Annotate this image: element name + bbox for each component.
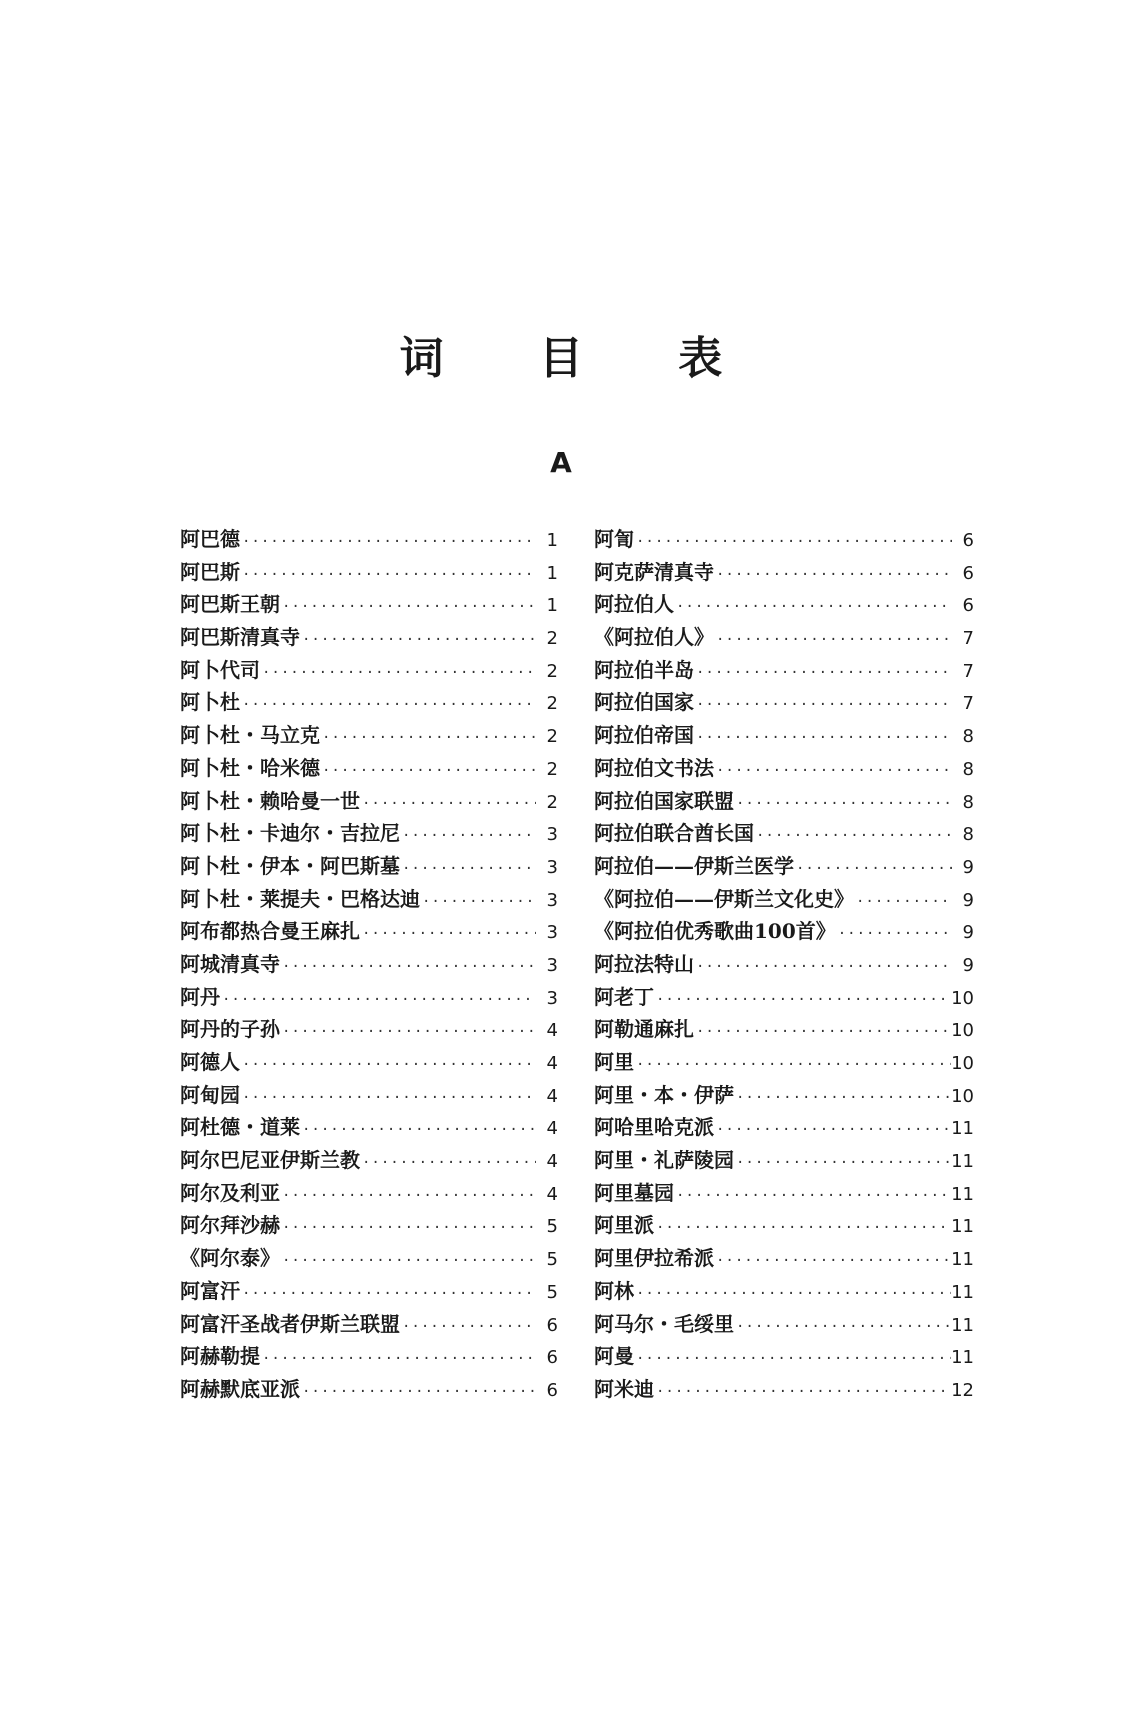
entry-term: 阿尔巴尼亚伊斯兰教 [180, 1148, 360, 1173]
entry-page-number: 2 [546, 693, 558, 715]
entry-page-number: 8 [962, 726, 974, 748]
dot-leader [854, 886, 952, 919]
entry-page-number: 1 [546, 530, 558, 551]
dot-leader [634, 1049, 951, 1082]
dot-leader [240, 1278, 536, 1311]
dot-leader [836, 918, 952, 951]
entry-term: 阿卜杜・莱提夫・巴格达迪 [180, 886, 420, 911]
index-entry [180, 523, 558, 556]
index-entry [594, 1177, 974, 1210]
entry-page-number: 11 [951, 1151, 974, 1173]
dot-leader [734, 1311, 951, 1344]
index-entry [594, 883, 974, 916]
dot-leader [694, 722, 952, 755]
entry-term: 阿杜德・道莱 [180, 1115, 300, 1140]
entry-term: 阿卜杜 [180, 690, 240, 715]
dot-leader [654, 984, 951, 1017]
entry-term: 阿卜杜・赖哈曼一世 [180, 788, 360, 813]
entry-page-number: 11 [951, 1183, 974, 1205]
entry-term: 阿巴斯清真寺 [180, 625, 300, 650]
entry-term: 阿拉伯——伊斯兰医学 [594, 853, 794, 878]
entry-term: 《阿尔泰》 [180, 1246, 280, 1271]
index-entry [594, 948, 974, 981]
index-entry [180, 1144, 558, 1177]
dot-leader [280, 951, 536, 984]
dot-leader [734, 1082, 951, 1115]
index-entry [594, 686, 974, 719]
dot-leader [300, 1114, 536, 1147]
dot-leader [654, 1212, 951, 1245]
index-entry [180, 1079, 558, 1112]
entry-term: 阿里派 [594, 1213, 654, 1238]
entry-page-number: 2 [546, 660, 558, 682]
dot-leader [634, 1278, 951, 1311]
dot-leader [754, 820, 952, 853]
index-entry [180, 915, 558, 948]
dot-leader [674, 1180, 951, 1213]
index-entry [180, 1340, 558, 1373]
entry-term: 《阿拉伯人》 [594, 625, 714, 650]
index-entry [180, 556, 558, 589]
entry-term: 阿卜杜・马立克 [180, 723, 320, 748]
dot-leader [320, 755, 536, 788]
dot-leader [420, 886, 536, 919]
entry-term: 阿拉伯文书法 [594, 755, 714, 780]
index-entry [180, 1308, 558, 1341]
entry-term: 阿里 [594, 1050, 634, 1074]
entry-page-number: 10 [951, 987, 974, 1009]
entry-page-number: 9 [962, 889, 974, 911]
dot-leader [280, 1016, 536, 1049]
index-entry [594, 817, 974, 850]
dot-leader [674, 591, 952, 624]
entry-term: 阿哈里哈克派 [594, 1115, 714, 1140]
index-entry [594, 1308, 974, 1341]
entry-page-number: 11 [951, 1314, 974, 1336]
entry-term: 阿拉伯半岛 [594, 657, 694, 682]
entry-term: 阿卜杜・伊本・阿巴斯墓 [180, 853, 400, 878]
entry-page-number: 8 [962, 758, 974, 780]
dot-leader [694, 1016, 951, 1049]
entry-term: 阿卜杜・哈米德 [180, 755, 320, 780]
dot-leader [280, 1245, 536, 1278]
dot-leader [400, 1311, 536, 1344]
index-entry [594, 752, 974, 785]
entry-page-number: 4 [546, 1151, 558, 1173]
entry-term: 阿巴斯王朝 [180, 592, 280, 617]
dot-leader [360, 1147, 536, 1180]
dot-leader [280, 1212, 536, 1245]
dot-leader [634, 1343, 951, 1376]
dot-leader [734, 1147, 951, 1180]
entry-page-number: 4 [546, 1020, 558, 1042]
index-entry [180, 1046, 558, 1079]
dot-leader [240, 526, 536, 559]
index-entry [594, 915, 974, 948]
dot-leader [634, 526, 952, 559]
dot-leader [220, 984, 536, 1017]
index-entry [594, 1340, 974, 1373]
index-entry [594, 523, 974, 556]
entry-term: 阿丹的子孙 [180, 1017, 280, 1042]
section-heading: A [550, 446, 572, 479]
entry-term: 阿曼 [594, 1344, 634, 1369]
dot-leader [240, 559, 536, 592]
entry-page-number: 3 [546, 856, 558, 878]
index-entry [180, 1177, 558, 1210]
entry-term: 阿拉伯国家联盟 [594, 788, 734, 813]
entry-term: 阿克萨清真寺 [594, 559, 714, 584]
dot-leader [714, 624, 952, 657]
index-entry [180, 1209, 558, 1242]
entry-term: 阿丹 [180, 984, 220, 1009]
dot-leader [300, 624, 536, 657]
entry-page-number: 11 [951, 1118, 974, 1140]
page-title: 词 目 表 [399, 333, 763, 385]
dot-leader [360, 788, 536, 821]
entry-term: 《阿拉伯——伊斯兰文化史》 [594, 886, 854, 911]
dot-leader [694, 657, 952, 690]
entry-term: 阿林 [594, 1278, 634, 1303]
entry-term: 阿巴斯 [180, 559, 240, 584]
entry-page-number: 4 [546, 1053, 558, 1074]
dot-leader [714, 755, 952, 788]
dot-leader [714, 559, 952, 592]
entry-page-number: 3 [546, 954, 558, 976]
entry-page-number: 9 [962, 922, 974, 944]
dot-leader [694, 951, 952, 984]
dot-leader [260, 1343, 536, 1376]
index-entry [180, 850, 558, 883]
index-entry [180, 719, 558, 752]
index-entry [180, 948, 558, 981]
entry-page-number: 9 [962, 856, 974, 878]
entry-page-number: 6 [962, 530, 974, 551]
entry-term: 阿里・礼萨陵园 [594, 1148, 734, 1173]
dot-leader [694, 689, 952, 722]
entry-page-number: 2 [546, 628, 558, 650]
index-column-right [594, 523, 974, 1406]
index-entry [594, 785, 974, 818]
dot-leader [280, 1180, 536, 1213]
entry-page-number: 6 [546, 1379, 558, 1401]
entry-page-number: 12 [951, 1379, 974, 1401]
entry-term: 阿卜代司 [180, 657, 260, 682]
index-entry [594, 1144, 974, 1177]
entry-page-number: 3 [546, 889, 558, 911]
dot-leader [320, 722, 536, 755]
entry-page-number: 11 [951, 1281, 974, 1303]
dot-leader [240, 1082, 536, 1115]
entry-page-number: 7 [962, 693, 974, 715]
dot-leader [240, 689, 536, 722]
dot-leader [794, 853, 952, 886]
entry-page-number: 3 [546, 987, 558, 1009]
entry-term: 阿里伊拉希派 [594, 1246, 714, 1271]
entry-page-number: 6 [962, 562, 974, 584]
index-entry [594, 850, 974, 883]
index-entry [180, 686, 558, 719]
entry-term: 阿訇 [594, 527, 634, 551]
entry-page-number: 5 [546, 1249, 558, 1271]
entry-page-number: 7 [962, 660, 974, 682]
entry-term: 阿里・本・伊萨 [594, 1082, 734, 1107]
entry-term: 阿尔及利亚 [180, 1180, 280, 1205]
index-entry [180, 785, 558, 818]
index-entry [594, 1275, 974, 1308]
entry-term: 阿富汗圣战者伊斯兰联盟 [180, 1311, 400, 1336]
dot-leader [400, 853, 536, 886]
entry-page-number: 6 [962, 595, 974, 617]
entry-term: 阿赫默底亚派 [180, 1376, 300, 1401]
entry-term: 阿老丁 [594, 984, 654, 1009]
dot-leader [654, 1376, 951, 1409]
index-entry [594, 1242, 974, 1275]
entry-term: 阿拉法特山 [594, 951, 694, 976]
entry-page-number: 5 [546, 1216, 558, 1238]
entry-term: 阿拉伯人 [594, 592, 674, 617]
entry-page-number: 4 [546, 1118, 558, 1140]
dot-leader [360, 918, 536, 951]
entry-term: 《阿拉伯优秀歌曲100首》 [594, 919, 836, 944]
entry-term: 阿拉伯联合酋长国 [594, 821, 754, 846]
entry-term: 阿富汗 [180, 1278, 240, 1303]
dot-leader [240, 1049, 536, 1082]
index-column-left [180, 523, 558, 1406]
index-entry [594, 1373, 974, 1406]
entry-term: 阿拉伯帝国 [594, 723, 694, 748]
entry-term: 阿里墓园 [594, 1180, 674, 1205]
entry-term: 阿卜杜・卡迪尔・吉拉尼 [180, 821, 400, 846]
index-entry [180, 1275, 558, 1308]
entry-term: 阿巴德 [180, 527, 240, 551]
index-entry [594, 1013, 974, 1046]
dot-leader [734, 788, 952, 821]
entry-term: 阿赫勒提 [180, 1344, 260, 1369]
index-entry [594, 1209, 974, 1242]
index-entry [180, 1373, 558, 1406]
entry-page-number: 6 [546, 1314, 558, 1336]
entry-page-number: 2 [546, 726, 558, 748]
entry-page-number: 3 [546, 824, 558, 846]
entry-page-number: 8 [962, 791, 974, 813]
index-entry [180, 621, 558, 654]
dot-leader [714, 1114, 951, 1147]
entry-term: 阿拉伯国家 [594, 690, 694, 715]
index-entry [594, 556, 974, 589]
dot-leader [300, 1376, 536, 1409]
index-entry [594, 588, 974, 621]
entry-page-number: 11 [951, 1249, 974, 1271]
entry-term: 阿甸园 [180, 1082, 240, 1107]
index-entry [180, 654, 558, 687]
index-entry [180, 752, 558, 785]
entry-page-number: 11 [951, 1347, 974, 1369]
dot-leader [400, 820, 536, 853]
entry-page-number: 6 [546, 1347, 558, 1369]
dot-leader [714, 1245, 951, 1278]
index-entry [180, 1013, 558, 1046]
index-entry [180, 588, 558, 621]
entry-page-number: 10 [951, 1020, 974, 1042]
entry-term: 阿米迪 [594, 1376, 654, 1401]
entry-page-number: 1 [546, 595, 558, 617]
index-entry [594, 1046, 974, 1079]
entry-page-number: 7 [962, 628, 974, 650]
entry-term: 阿尔拜沙赫 [180, 1213, 280, 1238]
entry-page-number: 5 [546, 1281, 558, 1303]
entry-term: 阿布都热合曼王麻扎 [180, 919, 360, 944]
entry-page-number: 11 [951, 1216, 974, 1238]
entry-page-number: 10 [951, 1053, 974, 1074]
entry-term: 阿德人 [180, 1050, 240, 1074]
entry-page-number: 9 [962, 954, 974, 976]
entry-page-number: 2 [546, 758, 558, 780]
entry-term: 阿城清真寺 [180, 951, 280, 976]
entry-page-number: 8 [962, 824, 974, 846]
index-entry [594, 654, 974, 687]
entry-term: 阿勒通麻扎 [594, 1017, 694, 1042]
index-entry [180, 817, 558, 850]
index-entry [594, 621, 974, 654]
entry-page-number: 2 [546, 791, 558, 813]
entry-page-number: 3 [546, 922, 558, 944]
entry-term: 阿马尔・毛绥里 [594, 1311, 734, 1336]
dot-leader [280, 591, 536, 624]
entry-page-number: 1 [546, 562, 558, 584]
entry-page-number: 4 [546, 1183, 558, 1205]
index-entry [594, 719, 974, 752]
index-entry [180, 1242, 558, 1275]
index-entry [180, 1111, 558, 1144]
entry-page-number: 10 [951, 1085, 974, 1107]
index-entry [180, 981, 558, 1014]
index-entry [180, 883, 558, 916]
index-entry [594, 981, 974, 1014]
index-entry [594, 1079, 974, 1112]
dot-leader [260, 657, 536, 690]
entry-page-number: 4 [546, 1085, 558, 1107]
index-entry [594, 1111, 974, 1144]
